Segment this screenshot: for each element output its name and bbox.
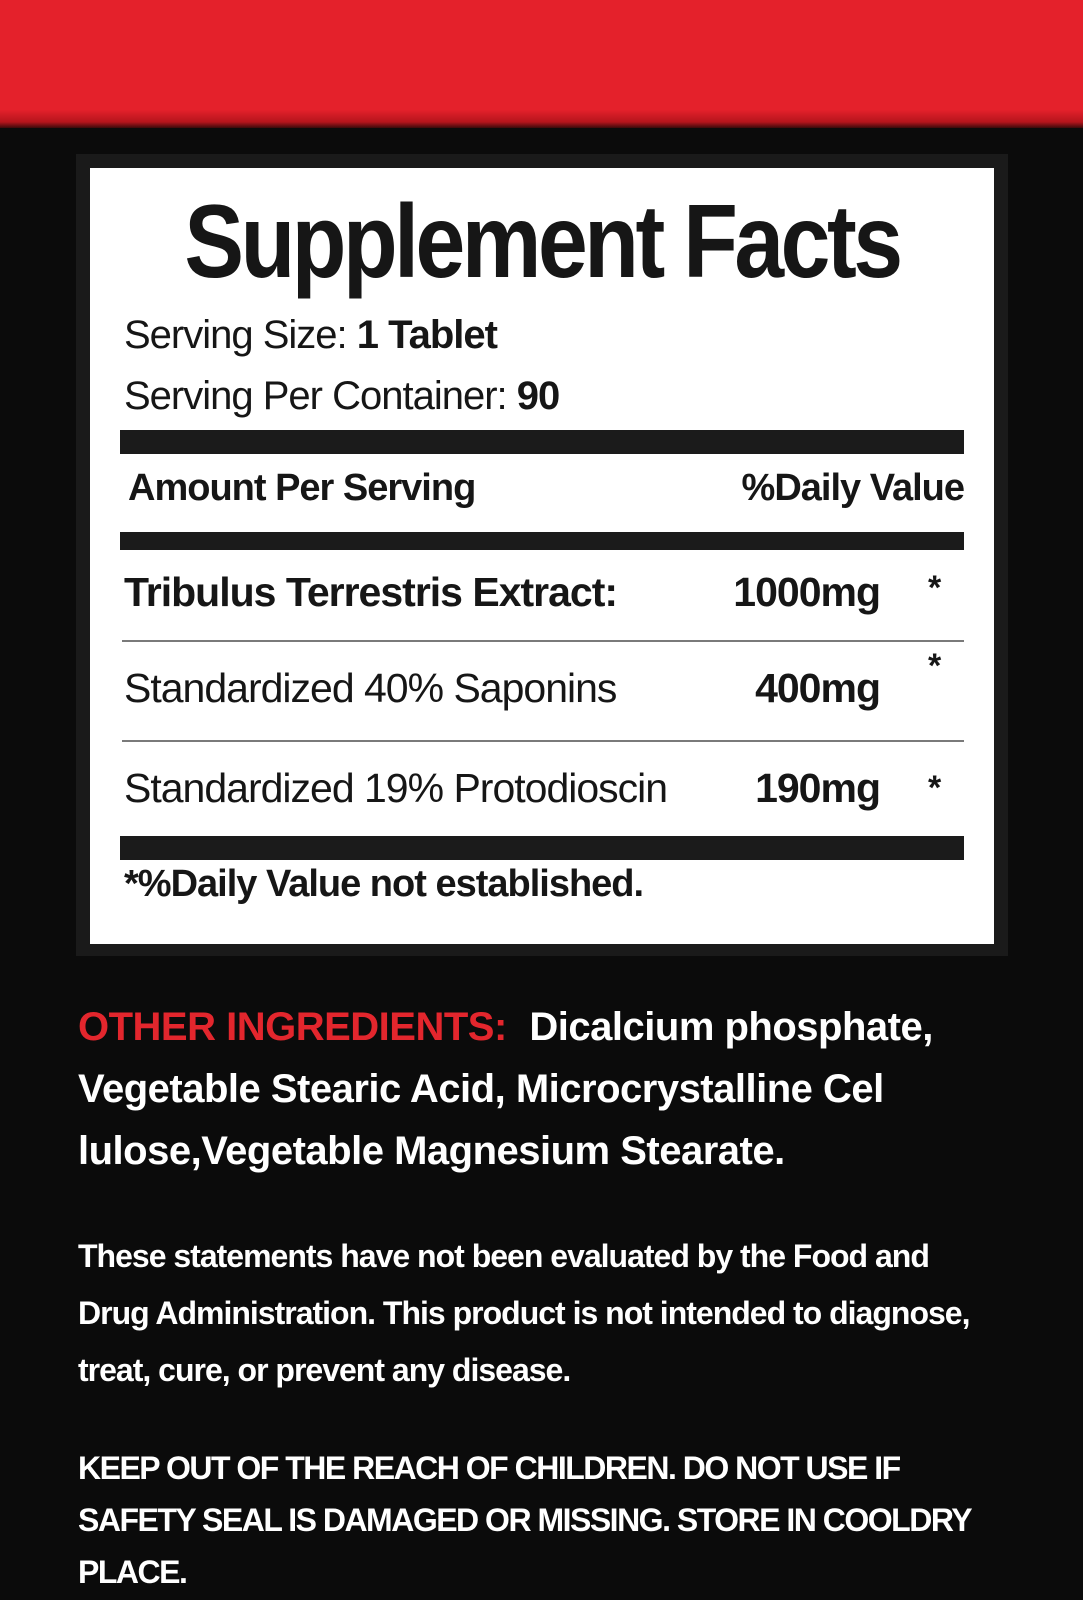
other-ingredients-label: OTHER INGREDIENTS: [78,1005,507,1049]
ingredient-row-amount: 400mg [755,665,880,711]
ingredient-row-amount: 1000mg [733,569,880,615]
ingredient-row-dv: * [928,769,942,807]
serving-size-line [124,312,497,358]
other-ingredients [78,996,1008,1182]
thick-rule-top [120,430,964,454]
safety-warning: KEEP OUT OF THE REACH OF CHILDREN. DO NOT USE IF SAFETY SEAL IS DAMAGED OR MISSING. STORE IN COOLDRY PLACE. [78,1450,971,1590]
ingredient-row-dv: * [928,647,942,685]
serving-size-value: 1 Tablet [356,313,497,357]
other-ingredients-text: Dicalcium phosphate, Vegetable Stearic Acid, Microcrystalline Cel lulose,Vegetable Magnesium Stearate. [78,1005,933,1173]
supplement-facts-panel [90,168,994,944]
ingredient-row-name: Tribulus Terrestris Extract: [124,569,618,615]
row-divider [122,740,964,742]
facts-title: Supplement Facts [184,184,900,300]
servings-per-container-line [124,373,559,419]
amount-per-serving-header: Amount Per Serving [128,467,476,509]
top-red-band [0,0,1083,128]
ingredient-row-dv: * [928,569,942,607]
serving-size-label: Serving Size: [124,313,347,357]
row-divider [122,640,964,642]
ingredient-row-amount: 190mg [755,765,880,811]
daily-value-footnote: *%Daily Value not established. [124,863,644,905]
servings-label: Serving Per Container: [124,374,507,418]
thick-rule-header [120,532,964,550]
ingredient-row-name: Standardized 40% Saponins [124,665,617,711]
thick-rule-bottom [120,836,964,860]
ingredient-row-name: Standardized 19% Protodioscin [124,765,668,811]
daily-value-header: %Daily Value [741,467,964,509]
servings-value: 90 [516,374,560,418]
fda-statement: These statements have not been evaluated by the Food and Drug Administration. This product is not intended to diagnose, treat, cure, or prevent any disease. [78,1238,970,1388]
